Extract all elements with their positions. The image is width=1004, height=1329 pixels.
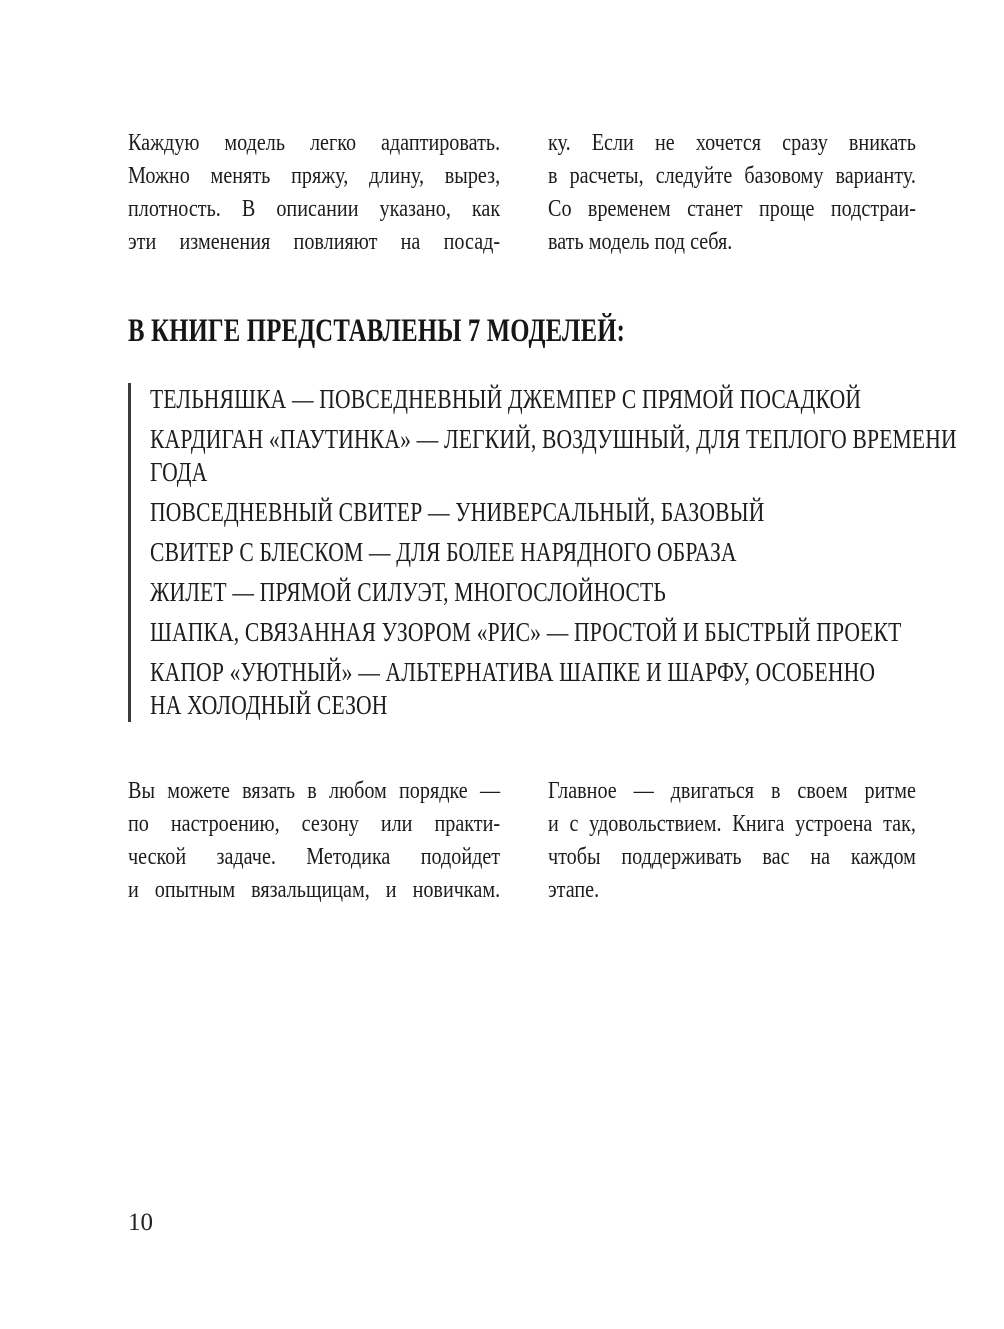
model-line: ГОДА xyxy=(150,457,208,487)
text-line: ческой задаче. Методика подойдет xyxy=(128,844,501,870)
model-line: КАПОР «УЮТНЫЙ» — АЛЬТЕРНАТИВА ШАПКЕ И ШАРФУ, ОСОБЕННО xyxy=(150,657,876,687)
model-line: СВИТЕР С БЛЕСКОМ — ДЛЯ БОЛЕЕ НАРЯДНОГО ОБРАЗА xyxy=(150,537,737,567)
page-number: 10 xyxy=(128,1209,153,1236)
text-line: чтобы поддерживать вас на каждом xyxy=(548,844,916,870)
model-list-item xyxy=(150,383,913,416)
model-list-item xyxy=(150,496,913,529)
model-line: ТЕЛЬНЯШКА — ПОВСЕДНЕВНЫЙ ДЖЕМПЕР С ПРЯМОЙ ПОСАДКОЙ xyxy=(150,384,862,414)
intro-right-column xyxy=(548,127,916,259)
text-line: и с удовольствием. Книга устроена так, xyxy=(548,811,916,837)
outro-right-paragraph xyxy=(548,775,916,907)
text-line: Вы можете вязать в любом порядке — xyxy=(128,778,501,804)
model-line: ШАПКА, СВЯЗАННАЯ УЗОРОМ «РИС» — ПРОСТОЙ И БЫСТРЫЙ ПРОЕКТ xyxy=(150,617,902,647)
intro-left-column xyxy=(128,127,500,259)
outro-left-paragraph xyxy=(128,775,500,907)
model-line: КАРДИГАН «ПАУТИНКА» — ЛЕГКИЙ, ВОЗДУШНЫЙ, ДЛЯ ТЕПЛОГО ВРЕМЕНИ xyxy=(150,424,957,454)
models-section xyxy=(128,383,957,722)
text-line: плотность. В описании указано, как xyxy=(128,196,501,222)
text-line: ку. Если не хочется сразу вникать xyxy=(548,130,916,156)
models-list xyxy=(150,383,957,722)
model-list-item xyxy=(150,423,957,489)
outro-left-column xyxy=(128,775,500,907)
model-list-item xyxy=(150,576,913,609)
model-list-item xyxy=(150,616,913,649)
section-heading: В КНИГЕ ПРЕДСТАВЛЕНЫ 7 МОДЕЛЕЙ: xyxy=(128,313,626,349)
model-list-item xyxy=(150,656,913,722)
text-line: Можно менять пряжу, длину, вырез, xyxy=(128,163,501,189)
text-line: по настроению, сезону или практи- xyxy=(128,811,501,837)
text-line: и опытным вязальщицам, и новичкам. xyxy=(128,877,501,903)
text-line: в расчеты, следуйте базовому варианту. xyxy=(548,163,916,189)
intro-left-paragraph xyxy=(128,127,500,259)
model-list-item xyxy=(150,536,913,569)
model-line: ПОВСЕДНЕВНЫЙ СВИТЕР — УНИВЕРСАЛЬНЫЙ, БАЗОВЫЙ xyxy=(150,497,765,527)
intro-right-paragraph xyxy=(548,127,916,259)
text-line: Со временем станет проще подстраи- xyxy=(548,196,916,222)
text-line: Каждую модель легко адаптировать. xyxy=(128,130,501,156)
text-line: Главное — двигаться в своем ритме xyxy=(548,778,916,804)
model-line: НА ХОЛОДНЫЙ СЕЗОН xyxy=(150,690,388,720)
model-line: ЖИЛЕТ — ПРЯМОЙ СИЛУЭТ, МНОГОСЛОЙНОСТЬ xyxy=(150,577,666,607)
text-line: эти изменения повлияют на посад- xyxy=(128,229,501,255)
text-line: вать модель под себя. xyxy=(548,229,733,255)
text-line: этапе. xyxy=(548,877,600,903)
outro-columns xyxy=(128,775,916,907)
outro-right-column xyxy=(548,775,916,907)
intro-columns xyxy=(128,127,916,259)
